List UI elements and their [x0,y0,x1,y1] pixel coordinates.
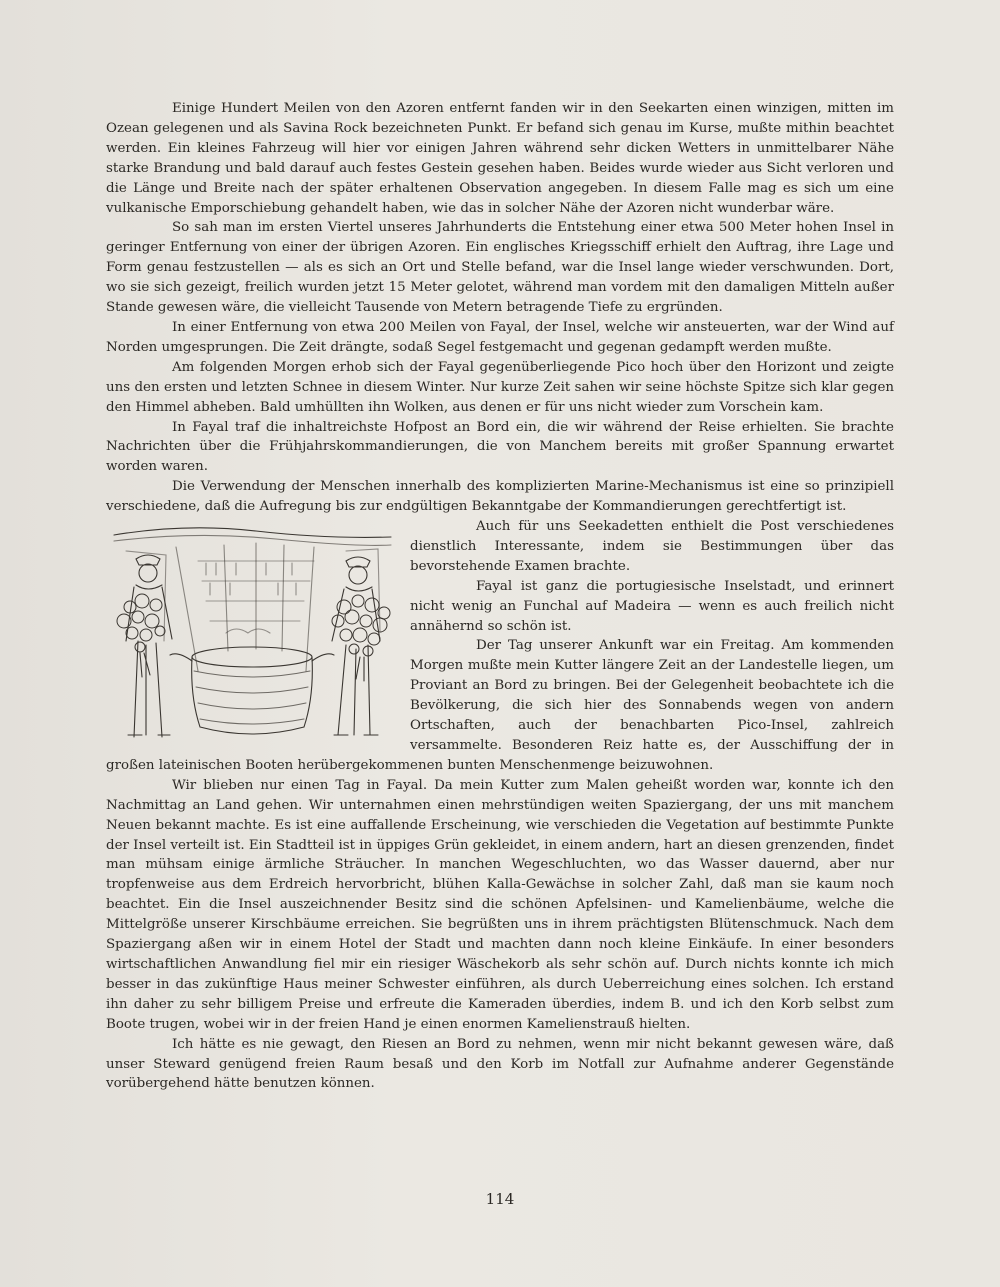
text-column [106,99,894,1094]
paragraph: So sah man im ersten Viertel unseres Jahrhunderts die Entstehung einer etwa 500 Meter hohen Insel in geringer Entfernung von einer der übrigen Azoren. Ein englisches Kriegsschiff erhielt den Auftrag, ihre Lage und Form genau festzustellen — als es sich an Ort und Stelle befand, war die Insel lange wieder verschwunden. Dort, wo sie sich gezeigt, freilich wurden jetzt 15 Meter gelotet, während man vordem mit den damaligen Mitteln außer Stande gewesen wäre, die vielleicht Tausende von Metern betragende Tiefe zu ergründen. [106,220,894,316]
paragraph: Wir blieben nur einen Tag in Fayal. Da mein Kutter zum Malen geheißt worden war, konnte ich den Nachmittag an Land gehen. Wir unternahmen einen mehrstündigen weiten Spaziergang, der uns mit manchem Neuen bekannt machte. Es ist eine auffallende Erscheinung, wie verschieden die Vegetation auf bestimmte Punkte der Insel verteilt ist. Ein Stadtteil ist in üppiges Grün gekleidet, in einem andern, hart an diesen grenzenden, findet man mühsam einige ärmliche Sträucher. In manchen Wegeschluchten, wo das Wasser dauernd, aber nur tropfenweise aus dem Erdreich hervorbricht, blühen Kalla-Gewächse in solcher Zahl, daß man sie kaum noch beachtet. Ein die Insel auszeichnender Besitz sind die schönen Apfelsinen- und Kamelienbäume, welche die Mittelgröße unserer Kirschbäume erreichen. Sie begrüßten uns in ihrem prächtigsten Blütenschmuck. Nach dem Spaziergang aßen wir in einem Hotel der Stadt und machten dann noch kleine Einkäufe. In einer besonders wirtschaftlichen Anwandlung fiel mir ein riesiger Wäschekorb als sehr schön auf. Durch nichts konnte ich mich besser in das zukünftige Haus meiner Schwester einführen, als durch Ueberreichung eines solchen. Ich erstand ihn daher zu sehr billigem Preise und erfreute die Kameraden überdies, indem B. und ich den Korb selbst zum Boote trugen, wobei wir in der freien Hand je einen enormen Kamelienstrauß hielten. [106,777,894,1032]
sailors-with-laundry-basket-illustration [106,521,398,741]
paragraph: Auch für uns Seekadetten enthielt die Post verschiedenes dienstlich Interessante, indem sie Bestimmungen über das bevorstehende Examen brachte. [410,519,894,574]
page-number: 114 [485,1190,515,1208]
paragraph: Fayal ist ganz die portugiesische Inselstadt, und erinnert nicht wenig an Funchal auf Madeira — wenn es auch freilich nicht annähernd so schön ist. [410,578,894,634]
paragraph: In Fayal traf die inhaltreichste Hofpost an Bord ein, die wir während der Reise erhielten. Sie brachte Nachrichten über die Frühjahrskommandierungen, die von Manchem bereits mit großer Spannung erwartet worden waren. [106,419,894,475]
paragraph: Am folgenden Morgen erhob sich der Fayal gegenüberliegende Pico hoch über den Horizont und zeigte uns den ersten und letzten Schnee in diesem Winter. Nur kurze Zeit sahen wir seine höchste Spitze sich klar gegen den Himmel abheben. Bald umhüllten ihn Wolken, aus denen er für uns nicht wieder zum Vorschein kam. [106,359,894,415]
paragraph: Ich hätte es nie gewagt, den Riesen an Bord zu nehmen, wenn mir nicht bekannt gewesen wäre, daß unser Steward genügend freien Raum besaß und den Korb im Notfall zur Aufnahme anderer Gegenstände vorübergehend hätte benutzen können. [106,1036,894,1092]
paragraph: In einer Entfernung von etwa 200 Meilen von Fayal, der Insel, welche wir ansteuerten, war der Wind auf Norden umgesprungen. Die Zeit drängte, sodaß Segel festgemacht und gegenan gedampft werden mußte. [106,319,894,355]
paragraph: Einige Hundert Meilen von den Azoren entfernt fanden wir in den Seekarten einen winzigen, mitten im Ozean gelegenen und als Savina Rock bezeichneten Punkt. Er befand sich genau im Kurse, mußte mithin beachtet werden. Ein kleines Fahrzeug will hier vor einigen Jahren während sehr dicken Wetters in unmittelbarer Nähe starke Brandung und bald darauf auch festes Gestein gesehen haben. Beides wurde wieder aus Sicht verloren und die Länge und Breite nach der später erhaltenen Observation angegeben. In diesem Falle mag es sich um eine vulkanische Emporschiebung gehandelt haben, wie das in solcher Nähe der Azoren nicht wunderbar wäre. [106,101,894,216]
paragraph: Der Tag unserer Ankunft war ein Freitag. Am kommenden Morgen mußte mein Kutter längere Zeit an der Landestelle liegen, um Proviant an Bord zu bringen. Bei der Gelegenheit beobachtete ich die Bevölkerung, die sich hier des Sonnabends wegen von andern Ortschaften, auch der benachbarten Pico-Insel, zahlreich versammelte. Besonderen Reiz hatte es, der Ausschiffung der in großen lateinischen Booten herübergekommenen bunten Menschenmenge beizuwohnen. [106,638,894,773]
paragraph: Die Verwendung der Menschen innerhalb des komplizierten Marine-Mechanismus ist eine so prinzipiell verschiedene, daß die Aufregung bis zur endgültigen Bekanntgabe der Kommandierungen gerechtfertigt ist. [106,479,894,515]
